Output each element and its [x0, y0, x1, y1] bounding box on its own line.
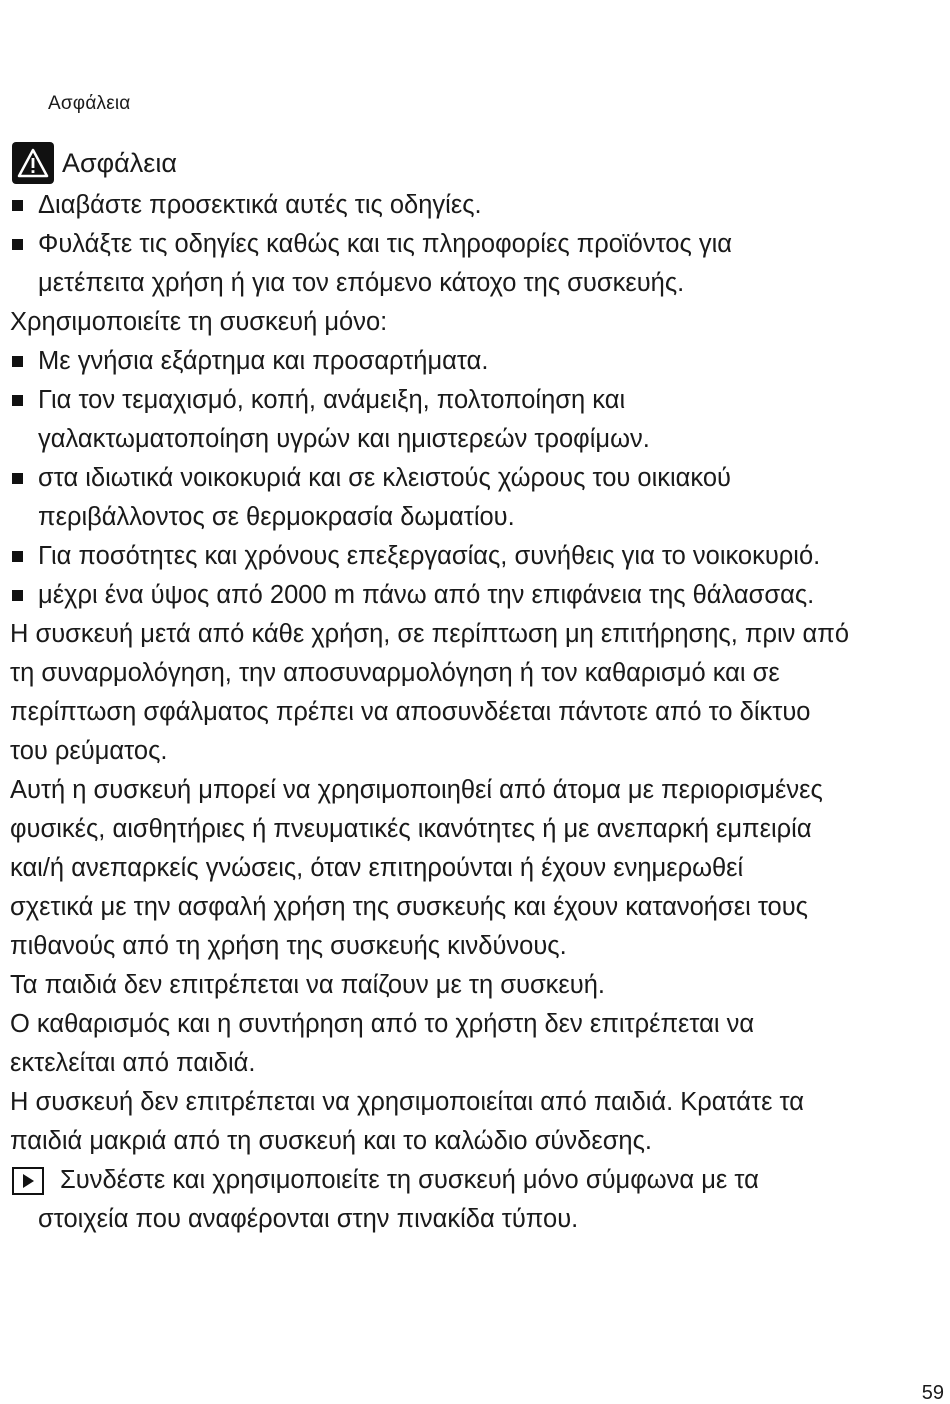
bullet-square-icon — [12, 551, 23, 562]
paragraph — [10, 615, 942, 771]
bullet-square-icon — [12, 356, 23, 367]
action-step — [10, 1161, 942, 1239]
paragraph-line: Τα παιδιά δεν επιτρέπεται να παίζουν με τη συσκευή. — [10, 971, 606, 999]
list-item-text: στα ιδιωτικά νοικοκυριά και σε κλειστούς χώρους του οικιακού — [38, 464, 731, 492]
list-item — [10, 537, 942, 576]
action-step-text: Συνδέστε και χρησιμοποιείτε τη συσκευή μόνο σύμφωνα με τα — [60, 1166, 759, 1194]
document-body — [10, 140, 942, 1239]
list-item-text: Για τον τεμαχισμό, κοπή, ανάμειξη, πολτοποίηση και — [38, 386, 626, 414]
list-item-text: μετέπειτα χρήση ή για τον επόμενο κάτοχο της συσκευής. — [38, 269, 685, 297]
paragraph-line: σχετικά με την ασφαλή χρήση της συσκευής και έχουν κατανοήσει τους — [10, 893, 808, 921]
warning-icon — [12, 142, 54, 184]
paragraph-line: και/ή ανεπαρκείς γνώσεις, όταν επιτηρούνται ή έχουν ενημερωθεί — [10, 854, 744, 882]
running-header: Ασφάλεια — [48, 93, 131, 114]
list-item — [10, 459, 942, 537]
paragraph — [10, 966, 942, 1005]
paragraph-line: εκτελείται από παιδιά. — [10, 1049, 256, 1077]
paragraph-line: φυσικές, αισθητήριες ή πνευματικές ικανότητες ή με ανεπαρκή εμπειρία — [10, 815, 812, 843]
list-item-text: Φυλάξτε τις οδηγίες καθώς και τις πληροφορίες προϊόντος για — [38, 230, 733, 258]
paragraph — [10, 1083, 942, 1161]
paragraph-line: περίπτωση σφάλματος πρέπει να αποσυνδέεται πάντοτε από το δίκτυο — [10, 698, 811, 726]
list-item-text: Με γνήσια εξάρτημα και προσαρτήματα. — [38, 347, 489, 375]
play-arrow-icon — [12, 1167, 44, 1195]
paragraph — [10, 771, 942, 966]
list-item-text: Για ποσότητες και χρόνους επεξεργασίας, συνήθεις για το νοικοκυριό. — [38, 542, 821, 570]
use-heading: Χρησιμοποιείτε τη συσκευή μόνο: — [10, 308, 388, 336]
paragraph-line: Ο καθαρισμός και η συντήρηση από το χρήστη δεν επιτρέπεται να — [10, 1010, 755, 1038]
bullet-square-icon — [12, 239, 23, 250]
paragraph-line: Αυτή η συσκευή μπορεί να χρησιμοποιηθεί από άτομα με περιορισμένες — [10, 776, 823, 804]
list-item-text: περιβάλλοντος σε θερμοκρασία δωματίου. — [38, 503, 515, 531]
bullet-square-icon — [12, 473, 23, 484]
paragraph — [10, 1005, 942, 1083]
paragraph-line: Η συσκευή δεν επιτρέπεται να χρησιμοποιείται από παιδιά. Κρατάτε τα — [10, 1088, 804, 1116]
list-item — [10, 342, 942, 381]
list-item-text: Διαβάστε προσεκτικά αυτές τις οδηγίες. — [38, 191, 482, 219]
page-number: 59 — [921, 1382, 944, 1404]
section-title: Ασφάλεια — [62, 147, 177, 178]
bullet-square-icon — [12, 200, 23, 211]
list-item — [10, 186, 942, 225]
bullet-square-icon — [12, 395, 23, 406]
paragraph-line: του ρεύματος. — [10, 737, 168, 765]
paragraph-line: πιθανούς από τη χρήση της συσκευής κινδύνους. — [10, 932, 567, 960]
list-item — [10, 225, 942, 303]
list-item — [10, 576, 942, 615]
list-item — [10, 381, 942, 459]
paragraph-line: παιδιά μακριά από τη συσκευή και το καλώδιο σύνδεσης. — [10, 1127, 652, 1155]
list-item-text: γαλακτωματοποίηση υγρών και ημιστερεών τροφίμων. — [38, 425, 650, 453]
paragraph-line: τη συναρμολόγηση, την αποσυναρμολόγηση ή τον καθαρισμό και σε — [10, 659, 780, 687]
paragraph-line: Η συσκευή μετά από κάθε χρήση, σε περίπτωση μη επιτήρησης, πριν από — [10, 620, 849, 648]
section-heading — [10, 140, 942, 186]
bullet-square-icon — [12, 590, 23, 601]
action-step-text: στοιχεία που αναφέρονται στην πινακίδα τύπου. — [38, 1205, 579, 1233]
list-item-text: μέχρι ένα ύψος από 2000 m πάνω από την επιφάνεια της θάλασσας. — [38, 581, 815, 609]
